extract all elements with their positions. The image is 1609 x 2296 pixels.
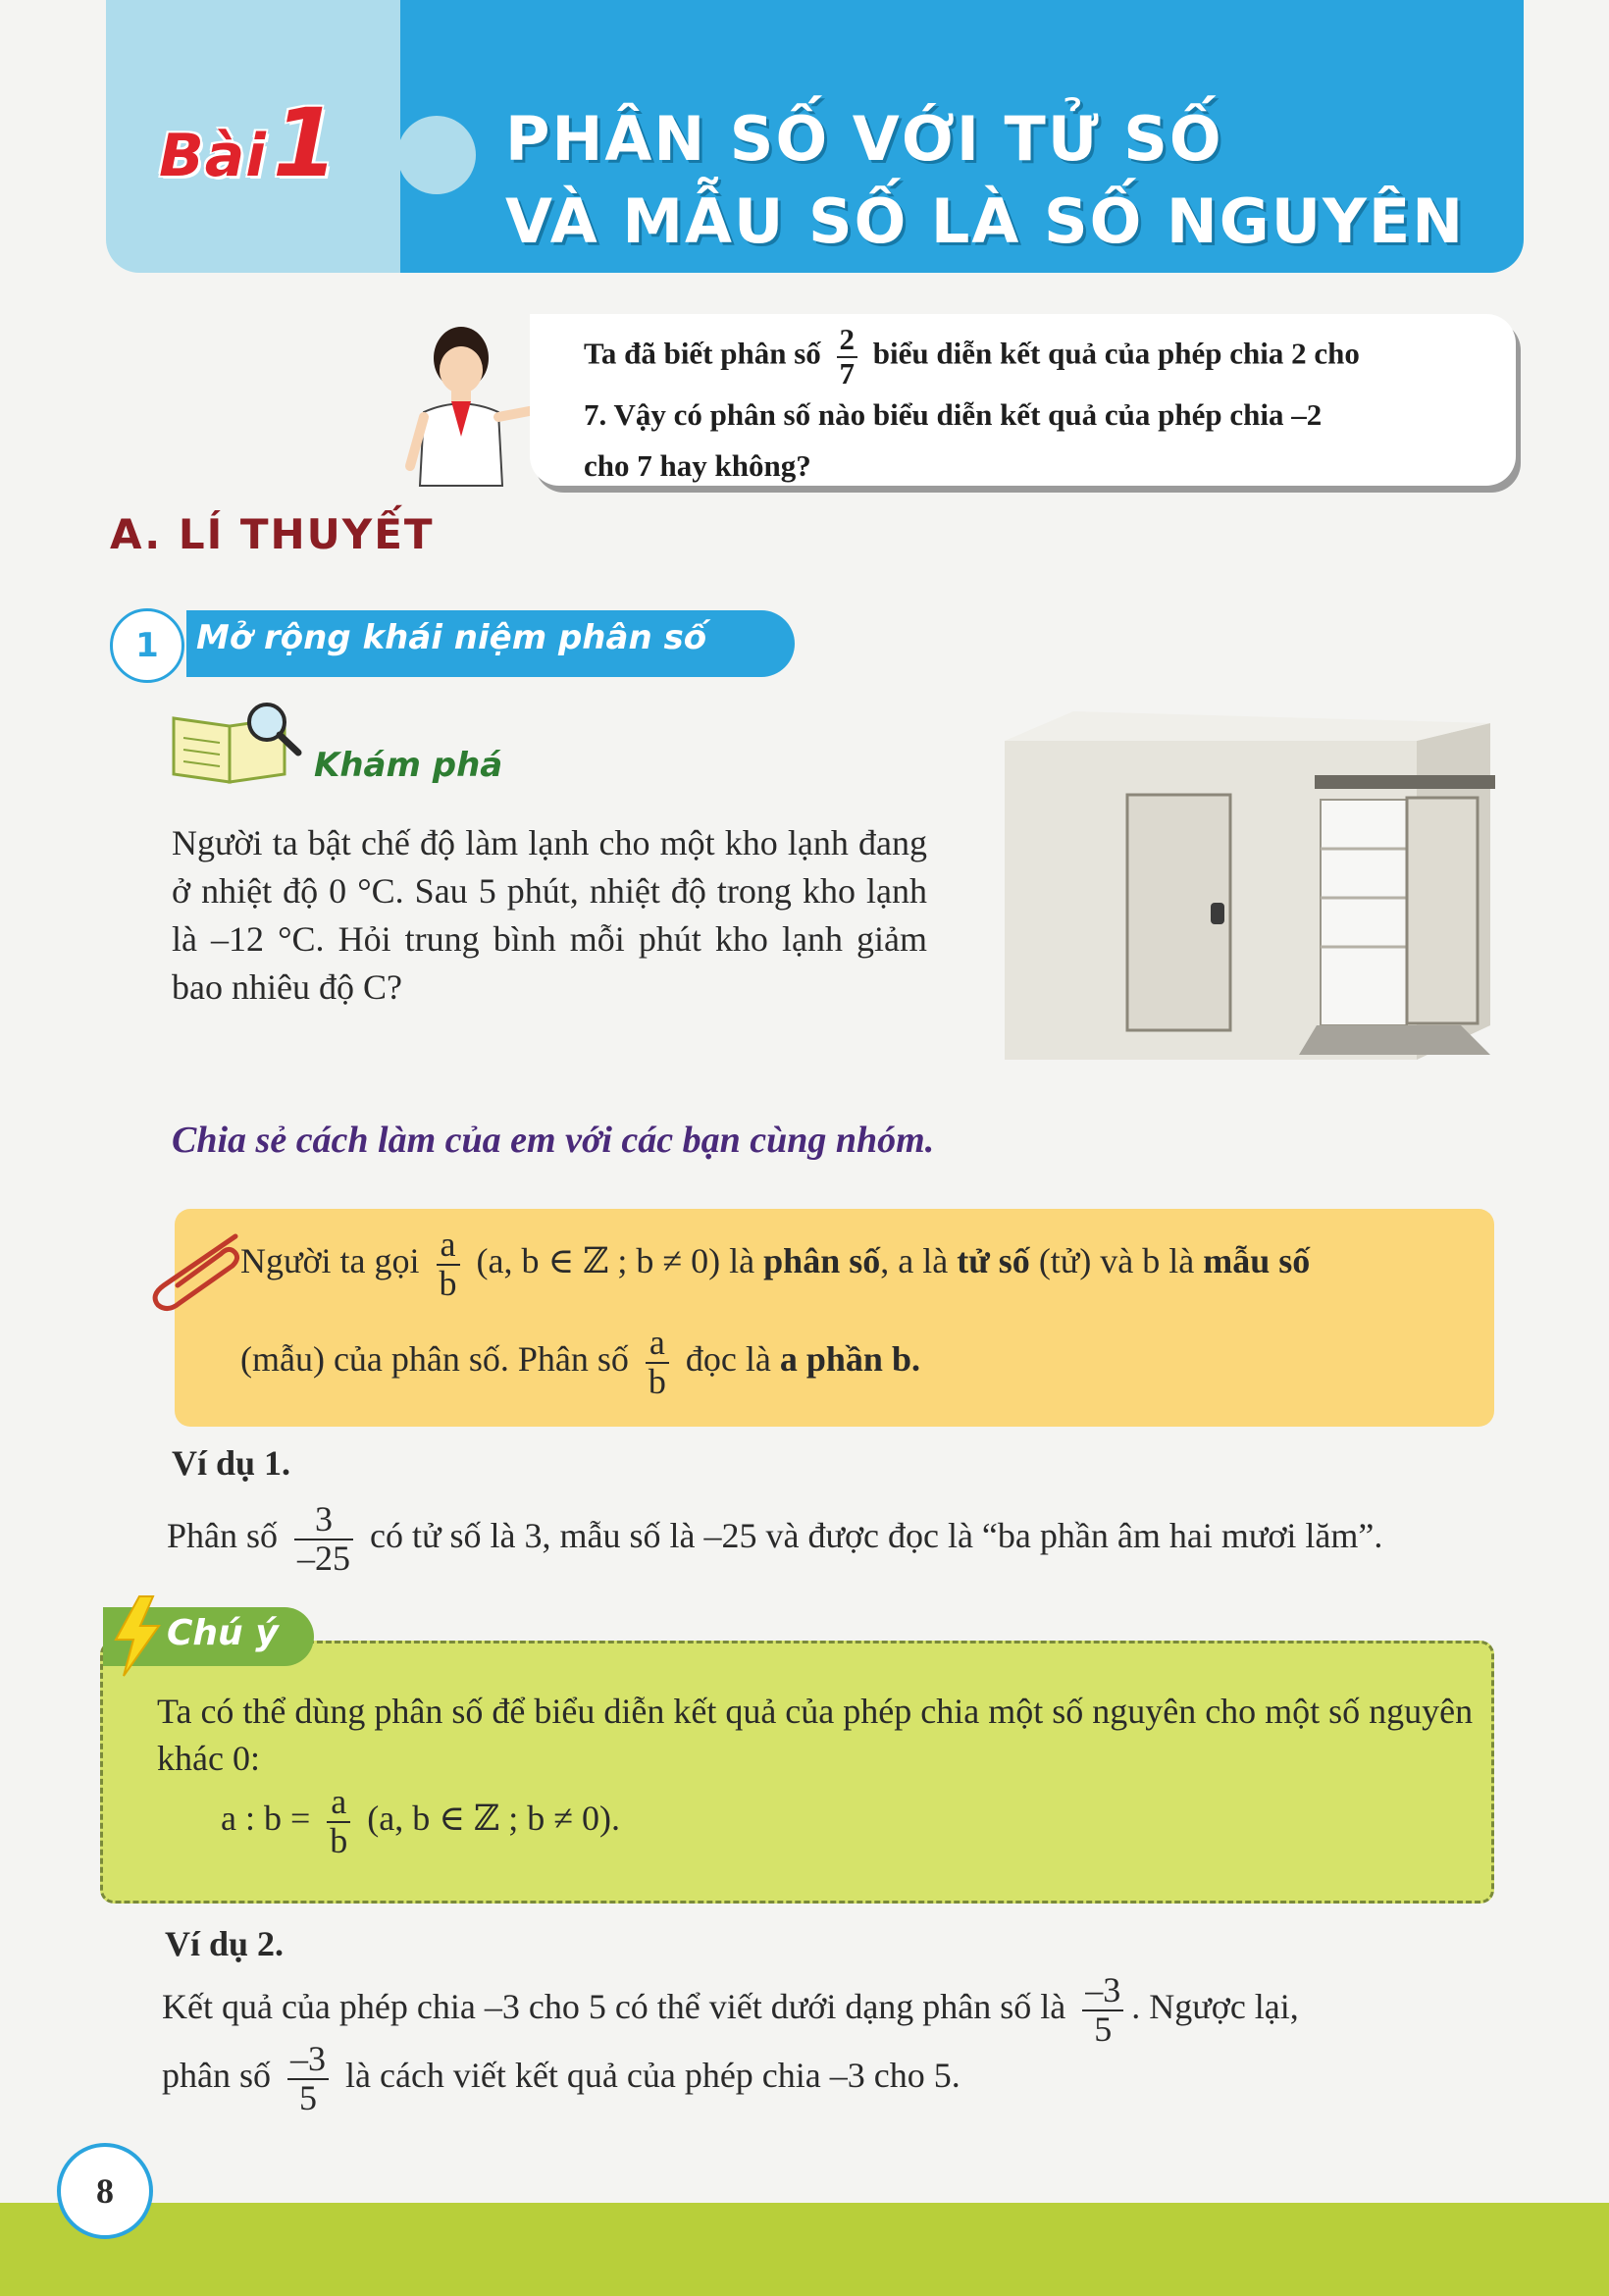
- subsection-title: Mở rộng khái niệm phân số: [196, 618, 707, 657]
- ex2-frac2-num: –3: [287, 2041, 329, 2080]
- def-fraction: [437, 1226, 460, 1303]
- note-formula: [221, 1774, 620, 1862]
- def-line2-mid: đọc là: [685, 1339, 771, 1379]
- def-bold-tu-so: tử số: [957, 1241, 1030, 1280]
- lightning-icon: [110, 1594, 165, 1678]
- subsection-number: 1: [110, 608, 184, 683]
- footer-bar: [0, 2203, 1609, 2296]
- def-bold-mau-so: mẫu số: [1203, 1241, 1311, 1280]
- intro-text: [584, 324, 1486, 492]
- def-pre: Người ta gọi: [240, 1241, 420, 1280]
- lesson-title: [505, 98, 1496, 263]
- intro-part2: biểu diễn kết quả của phép chia 2 cho: [872, 336, 1360, 371]
- ex2-line2-post: là cách viết kết quả của phép chia –3 cho 5.: [345, 2056, 960, 2095]
- cold-storage-photo: [1005, 711, 1495, 1074]
- intro-part1: Ta đã biết phân số: [584, 336, 821, 371]
- example1-title: Ví dụ 1.: [172, 1443, 291, 1483]
- lesson-label: [159, 88, 339, 198]
- definition-line2: [240, 1315, 1496, 1403]
- ex2-line1-pre: Kết quả của phép chia –3 cho 5 có thể viết dưới dạng phân số là: [162, 1987, 1066, 2026]
- def-fraction-2: [646, 1322, 669, 1401]
- ex1-pre: Phân số: [167, 1516, 279, 1555]
- ex2-line1-post: . Ngược lại,: [1131, 1987, 1299, 2026]
- ex2-frac1-num: –3: [1082, 1972, 1123, 2011]
- def-mid2: (tử) và b là: [1038, 1241, 1195, 1280]
- note-formula-pre: a : b =: [221, 1799, 311, 1838]
- lesson-label-text: Bài: [159, 122, 267, 190]
- section-a-title: A. LÍ THUYẾT: [110, 510, 435, 558]
- lesson-title-line1: PHÂN SỐ VỚI TỬ SỐ: [505, 103, 1223, 175]
- ex2-frac1-den: 5: [1094, 2009, 1113, 2049]
- def2-frac-num: a: [646, 1325, 669, 1364]
- intro-frac-num: 2: [837, 324, 858, 358]
- share-prompt: Chia sẻ cách làm của em với các bạn cùng nhóm.: [172, 1120, 935, 1161]
- ex1-fraction: [294, 1498, 353, 1578]
- note-frac-num: a: [327, 1784, 350, 1823]
- intro-line2: 7. Vậy có phân số nào biểu diễn kết quả của phép chia –2: [584, 397, 1323, 433]
- def-line2-end: .: [910, 1339, 920, 1379]
- intro-fraction: [837, 324, 858, 390]
- example1-text: [167, 1491, 1521, 1580]
- ex1-post: có tử số là 3, mẫu số là –25 và được đọc là “ba phần âm hai mươi lăm”.: [370, 1516, 1383, 1555]
- paperclip-icon: [142, 1225, 250, 1313]
- ex2-fraction-2: [287, 2038, 329, 2117]
- ex2-line2-pre: phân số: [162, 2056, 271, 2095]
- intro-frac-den: 7: [839, 355, 856, 391]
- explore-label: Khám phá: [314, 746, 503, 785]
- header-notch: [397, 116, 476, 194]
- def-bold-phan-so: phân số: [763, 1241, 881, 1280]
- definition-line1: [240, 1217, 1496, 1305]
- def-line2-pre: (mẫu) của phân số. Phân số: [240, 1339, 629, 1379]
- note-text: Ta có thể dùng phân số để biểu diễn kết quả của phép chia một số nguyên cho một số nguyên khác 0:: [157, 1692, 1474, 1778]
- example2-line2: [162, 2036, 1516, 2117]
- def-frac-den: b: [439, 1263, 457, 1303]
- def-mid1: , a là: [880, 1241, 949, 1280]
- lesson-title-line2: VÀ MẪU SỐ LÀ SỐ NGUYÊN: [505, 185, 1466, 257]
- ex2-frac2-den: 5: [299, 2077, 317, 2117]
- def-cond: (a, b ∈ ℤ ; b ≠ 0) là: [476, 1241, 755, 1280]
- def-frac-num: a: [437, 1226, 460, 1266]
- lesson-number: 1: [272, 88, 339, 198]
- note-frac-den: b: [330, 1820, 348, 1860]
- intro-line3: cho 7 hay không?: [584, 448, 811, 484]
- def-line2-bold: a phần b: [779, 1339, 911, 1379]
- ex1-frac-num: 3: [294, 1501, 353, 1540]
- book-magnifier-icon: [169, 699, 306, 787]
- def2-frac-den: b: [648, 1361, 666, 1401]
- ex1-frac-den: –25: [297, 1538, 351, 1578]
- note-fraction: [327, 1781, 350, 1860]
- explore-text: Người ta bật chế độ làm lạnh cho một kho lạnh đang ở nhiệt độ 0 °C. Sau 5 phút, nhiệt độ trong kho lạnh là –12 °C. Hỏi trung bình mỗi phút kho lạnh giảm bao nhiêu độ C?: [172, 823, 927, 1007]
- note-formula-post: (a, b ∈ ℤ ; b ≠ 0).: [367, 1799, 620, 1838]
- example2-title: Ví dụ 2.: [165, 1924, 285, 1963]
- student-illustration: [402, 319, 549, 496]
- note-title: Chú ý: [167, 1613, 279, 1653]
- page-number: 8: [57, 2143, 153, 2239]
